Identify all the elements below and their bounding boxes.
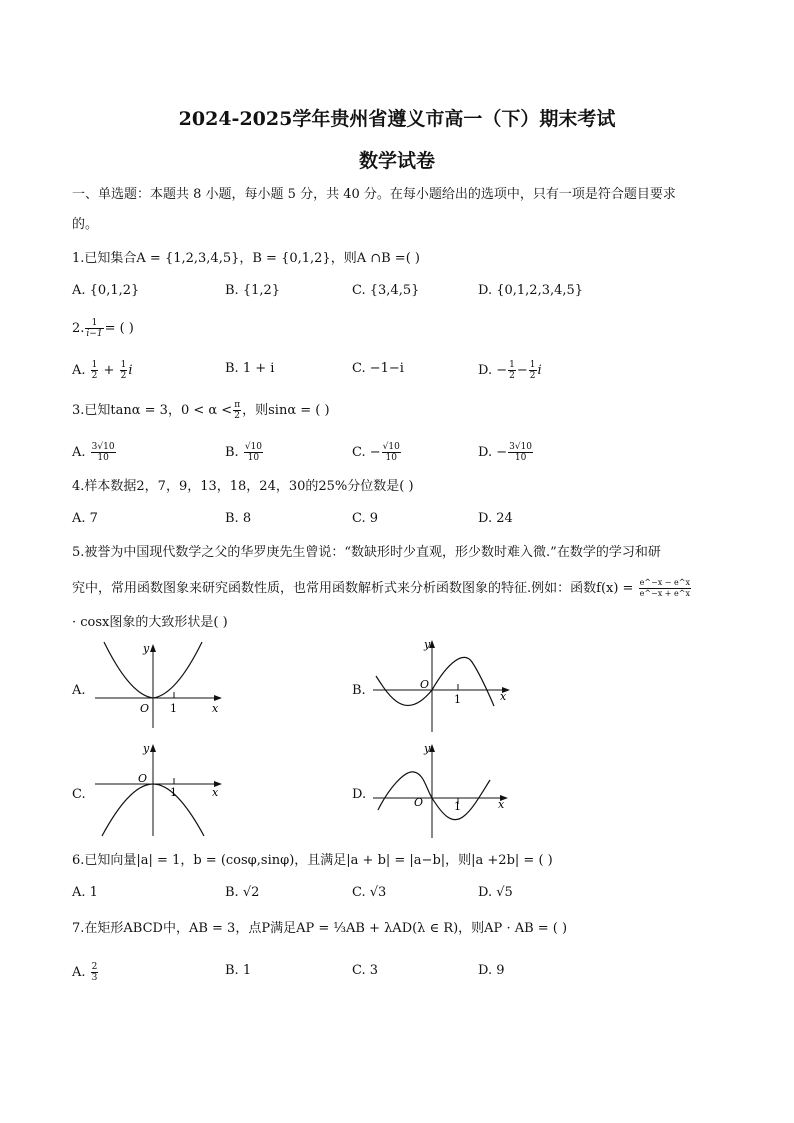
graph-b-tick: 1 <box>454 693 461 706</box>
graph-c-origin: O <box>138 772 148 785</box>
q1-option-a: A. {0,1,2} <box>72 283 140 298</box>
q2-option-a-label: A. <box>72 363 86 378</box>
question-7-text: 7.在矩形ABCD中，AB = 3，点P满足AP = ⅓AB + λAD(λ ∈ R)，则AP · AB = ( ) <box>72 921 568 936</box>
q3-a-num: 3√10 <box>91 442 115 452</box>
q7-option-b: B. 1 <box>225 963 252 978</box>
q3-text-b: ，则sinα = ( ) <box>242 403 330 418</box>
question-4-text: 4.样本数据2，7，9，13，18，24，30的25%分位数是( ) <box>72 479 414 494</box>
q3-b-num: √10 <box>244 442 263 452</box>
exam-subtitle: 数学试卷 <box>358 150 435 172</box>
q3-option-c-label: C. − <box>352 445 381 460</box>
q2-option-d: D. − $\frac{1}{2}$ − $\frac{1}{2}$ i <box>478 360 542 381</box>
q6-option-b: B. √2 <box>225 885 260 900</box>
question-2-text <box>72 318 134 339</box>
q5-func-den: e^−x + e^x <box>639 589 690 598</box>
q2-frac-den: i−1 <box>86 329 103 339</box>
q4-option-d: D. 24 <box>478 511 513 526</box>
q2-suffix: = ( ) <box>104 321 134 336</box>
graph-b-x-label: x <box>500 690 507 703</box>
question-3-text <box>72 400 330 421</box>
q5-graph-d <box>368 740 518 840</box>
graph-a-origin: O <box>140 702 150 715</box>
q3-pi-num: π <box>234 400 241 410</box>
q5-graph-a <box>90 640 230 730</box>
q3-option-a-label: A. <box>72 445 86 460</box>
q3-option-b-label: B. <box>225 445 239 460</box>
graph-a-y-label: y <box>143 642 150 655</box>
q3-pi-den: 2 <box>234 411 241 421</box>
graph-d-y-label: y <box>424 742 431 755</box>
q3-option-b <box>225 442 264 463</box>
question-5-line1: 5.被誉为中国现代数学之父的华罗庚先生曾说：“数缺形时少直观，形少数时难入微.”在数学的学习和研 <box>72 545 661 560</box>
q5-line2-text: 究中，常用函数图象来研究函数性质，也常用函数解析式来分析函数图象的特征.例如：函数f(x) = <box>72 581 634 596</box>
graph-d-tick: 1 <box>454 800 461 813</box>
q2-fraction <box>85 318 103 339</box>
q4-option-b: B. 8 <box>225 511 252 526</box>
graph-d-x-label: x <box>498 798 505 811</box>
q5-graph-b <box>368 636 518 736</box>
q3-d-den: 10 <box>514 453 527 463</box>
graph-c-y-label: y <box>143 742 150 755</box>
graph-a-tick: 1 <box>170 702 177 715</box>
graph-c-tick: 1 <box>170 786 177 799</box>
q3-d-num: 3√10 <box>509 442 533 452</box>
q5-func-num: e^−x − e^x <box>639 578 690 587</box>
q7-option-d: D. 9 <box>478 963 505 978</box>
q2-option-b: B. 1 + i <box>225 361 275 376</box>
q7-option-a-label: A. <box>72 965 86 980</box>
q3-option-d <box>478 442 534 463</box>
q3-b-den: 10 <box>247 453 260 463</box>
q6-option-d: D. √5 <box>478 885 513 900</box>
q3-option-d-label: D. − <box>478 445 508 460</box>
q4-option-a: A. 7 <box>72 511 98 526</box>
q3-option-c <box>352 442 402 463</box>
q5-option-b-label: B. <box>352 683 366 698</box>
question-6-text: 6.已知向量|a| = 1，b = (cosφ,sinφ)，且满足|a + b| = |a−b|，则|a +2b| = ( ) <box>72 853 553 868</box>
q2-option-c: C. −1−i <box>352 361 404 376</box>
graph-b-y-label: y <box>424 638 431 651</box>
q5-option-a-label: A. <box>72 683 86 698</box>
q1-option-c: C. {3,4,5} <box>352 283 420 298</box>
graph-b-origin: O <box>420 678 430 691</box>
q5-option-d-label: D. <box>352 787 367 802</box>
graph-c-x-label: x <box>212 786 219 799</box>
q3-c-num: √10 <box>382 442 400 452</box>
q1-option-d: D. {0,1,2,3,4,5} <box>478 283 584 298</box>
q2-prefix: 2. <box>72 321 85 336</box>
q5-graph-c <box>90 740 230 840</box>
q6-option-a: A. 1 <box>72 885 98 900</box>
section-instructions-line2: 的。 <box>72 217 99 232</box>
graph-d-origin: O <box>414 796 424 809</box>
section-instructions-line1: 一、单选题：本题共 8 小题，每小题 5 分，共 40 分。在每小题给出的选项中，只有一项是符合题目要求 <box>72 187 676 202</box>
q3-option-a <box>72 442 117 463</box>
q2-option-d-label: D. − <box>478 363 508 378</box>
q7-option-a <box>72 962 99 983</box>
question-5-line3: · cosx图象的大致形状是( ) <box>72 615 228 630</box>
q3-c-den: 10 <box>385 453 397 463</box>
q7-option-c: C. 3 <box>352 963 379 978</box>
question-1-text: 1.已知集合A = {1,2,3,4,5}，B = {0,1,2}，则A ∩B =( ) <box>72 251 420 266</box>
q3-text-a: 3.已知tanα = 3，0 < α < <box>72 403 233 418</box>
q2-frac-num: 1 <box>85 318 103 329</box>
q7-a-num: 2 <box>91 962 98 972</box>
graph-a-x-label: x <box>212 702 219 715</box>
q4-option-c: C. 9 <box>352 511 379 526</box>
q3-a-den: 10 <box>97 453 109 463</box>
exam-title: 2024-2025学年贵州省遵义市高一（下）期末考试 <box>178 108 616 130</box>
q6-option-c: C. √3 <box>352 885 387 900</box>
q1-option-b: B. {1,2} <box>225 283 281 298</box>
q5-option-c-label: C. <box>72 787 86 802</box>
q7-a-den: 3 <box>91 973 98 983</box>
question-5-line2 <box>72 578 692 599</box>
q2-option-a: A. $\frac{1}{2}$ + $\frac{1}{2}$ i <box>72 360 133 381</box>
